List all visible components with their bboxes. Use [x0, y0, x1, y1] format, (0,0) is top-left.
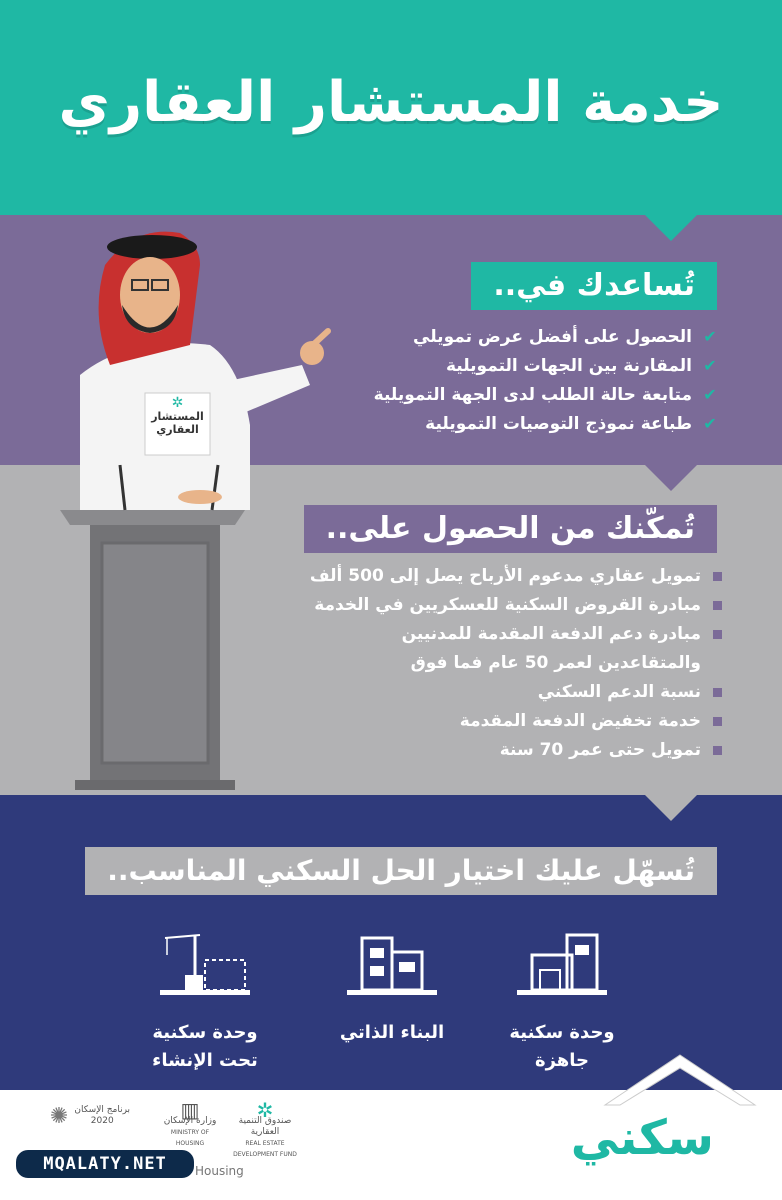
- bullet-square-icon: [713, 630, 722, 639]
- section-enable-heading: تُمكّنك من الحصول على..: [304, 505, 717, 553]
- list-item: ✔الحصول على أفضل عرض تمويلي: [374, 322, 720, 351]
- option-self-build: البناء الذاتي: [297, 930, 487, 1047]
- watermark-badge: MQALATY.NET: [14, 1148, 196, 1180]
- partner-logo-red-fund: ✲ صندوق التنمية العقارية REAL ESTATE DEVELOPMENT FUND: [225, 1105, 305, 1160]
- list-item: تمويل حتى عمر 70 سنة: [310, 736, 722, 765]
- building-icon: ▥: [180, 1098, 200, 1122]
- bullet-square-icon: [713, 717, 722, 726]
- sakani-logo-roof: [600, 1050, 760, 1110]
- check-icon: ✔: [703, 385, 717, 404]
- list-item: مبادرة القروض السكنية للعسكريين في الخدمة: [310, 591, 722, 620]
- list-item: نسبة الدعم السكني: [310, 678, 722, 707]
- consultant-badge-text: المستشار العقاري: [151, 410, 204, 436]
- palm-icon: ✲: [256, 1098, 274, 1122]
- option-ready-house: وحدة سكنية جاهزة: [467, 930, 657, 1075]
- list-item: تمويل عقاري مدعوم الأرباح يصل إلى 500 ألف: [310, 562, 722, 591]
- section-options-heading: تُسهّل عليك اختيار الحل السكني المناسب..: [85, 847, 717, 895]
- page-title: خدمة المستشار العقاري: [58, 70, 724, 135]
- section-divider-notch: [645, 795, 697, 821]
- partner-logo-ministry: ▥ وزارة الإسكان MINISTRY OF HOUSING: [160, 1105, 220, 1149]
- partner-housing-en: Housing: [195, 1164, 244, 1178]
- list-item: ✔المقارنة بين الجهات التمويلية: [374, 351, 720, 380]
- option-under-construction: وحدة سكنية تحت الإنشاء: [110, 930, 300, 1075]
- sakani-logo-text: سكني: [570, 1110, 714, 1166]
- vision-emblem-icon: ✺: [49, 1103, 69, 1129]
- section-help-list: [374, 322, 720, 438]
- section-divider-notch: [645, 215, 697, 241]
- ready-house-icon: [512, 930, 612, 1000]
- check-icon: ✔: [703, 327, 717, 346]
- bullet-square-icon: [713, 601, 722, 610]
- list-item: والمتقاعدين لعمر 50 عام فما فوق: [410, 653, 701, 673]
- bullet-square-icon: [713, 572, 722, 581]
- consultant-illustration: [40, 225, 340, 790]
- section-help-heading: تُساعدك في..: [471, 262, 717, 310]
- list-item: ✔طباعة نموذج التوصيات التمويلية: [374, 409, 720, 438]
- partner-logo-program: برنامج الإسكان 2020 ✺: [49, 1103, 131, 1129]
- list-item: ✔متابعة حالة الطلب لدى الجهة التمويلية: [374, 380, 720, 409]
- bullet-square-icon: [713, 746, 722, 755]
- svg-text:✲: ✲: [171, 395, 184, 411]
- bullet-square-icon: [713, 688, 722, 697]
- list-item: مبادرة دعم الدفعة المقدمة للمدنيين: [310, 620, 722, 649]
- list-item: خدمة تخفيض الدفعة المقدمة: [310, 707, 722, 736]
- self-build-icon: [342, 930, 442, 1000]
- crane-icon: [155, 930, 255, 1000]
- section-divider-notch: [645, 465, 697, 491]
- check-icon: ✔: [703, 356, 717, 375]
- section-enable-list: [310, 562, 722, 765]
- check-icon: ✔: [703, 414, 717, 433]
